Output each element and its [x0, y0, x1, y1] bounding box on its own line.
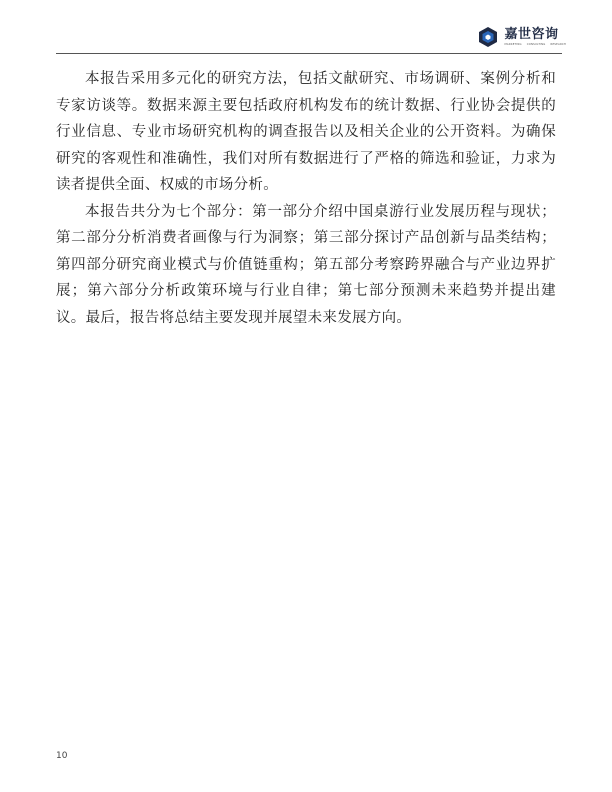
brand-tagline-word: CONSULTING — [526, 43, 546, 46]
header-divider — [56, 53, 562, 54]
page-body — [56, 66, 556, 331]
brand-text — [504, 28, 566, 46]
body-paragraph-methodology: 本报告采用多元化的研究方法，包括文献研究、市场调研、案例分析和专家访谈等。数据来源主要包括政府机构发布的统计数据、行业协会提供的行业信息、专业市场研究机构的调查报告以及相关企业的公开资料。为确保研究的客观性和准确性，我们对所有数据进行了严格的筛选和验证，力求为读者提供全面、权威的市场分析。 — [56, 71, 556, 193]
brand-mark-icon — [477, 26, 499, 48]
brand-name: 嘉世咨询 — [504, 27, 559, 42]
brand-logo — [477, 26, 566, 48]
page-number: 10 — [56, 751, 68, 761]
brand-tagline — [504, 43, 566, 46]
page-header — [0, 0, 612, 56]
body-paragraph-structure: 本报告共分为七个部分：第一部分介绍中国桌游行业发展历程与现状；第二部分分析消费者画像与行为洞察；第三部分探讨产品创新与品类结构；第四部分研究商业模式与价值链重构；第五部分考察跨界融合与产业边界扩展；第六部分分析政策环境与行业自律；第七部分预测未来趋势并提出建议。最后，报告将总结主要发现并展望未来发展方向。 — [56, 203, 556, 326]
brand-tagline-word: MARKETING — [504, 43, 522, 46]
brand-tagline-word: RESEARCH — [550, 43, 566, 46]
